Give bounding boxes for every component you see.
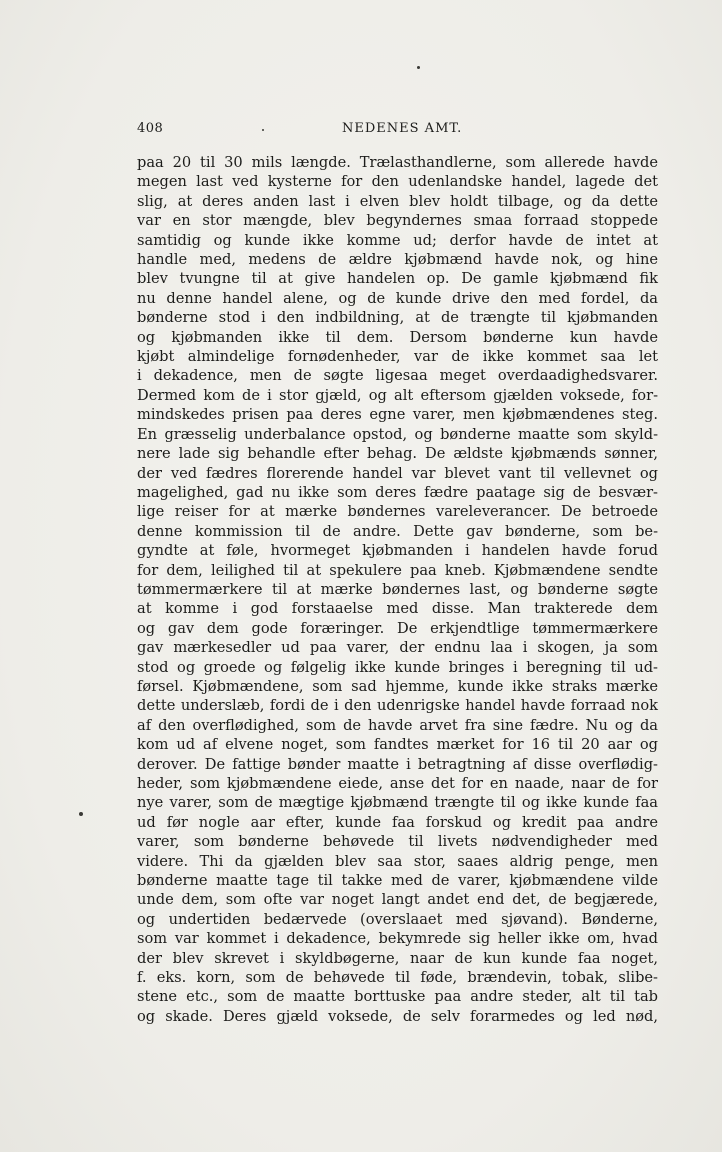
text-line: stod og groede og følgelig ikke kunde bringes i beregning til ud- xyxy=(137,658,658,676)
text-line: Dermed kom de i stor gjæld, og alt eftersom gjælden voksede, for- xyxy=(137,386,658,404)
text-line: dette underslæb, fordi de i den udenrigske handel havde forraad nok xyxy=(137,697,658,715)
text-line: nu denne handel alene, og de kunde drive den med fordel, da xyxy=(137,289,658,307)
text-line: førsel. Kjøbmændene, som sad hjemme, kunde ikke straks mærke xyxy=(137,677,658,695)
text-line: samtidig og kunde ikke komme ud; derfor havde de intet at xyxy=(137,231,658,249)
text-line: for dem, leilighed til at spekulere paa kneb. Kjøbmændene sendte xyxy=(137,561,658,579)
text-line: derover. De fattige bønder maatte i betragtning af disse overflødig- xyxy=(137,755,658,773)
text-line: der ved fædres florerende handel var blevet vant til vellevnet og xyxy=(137,464,658,482)
text-line: megen last ved kysterne for den udenlandske handel, lagede det xyxy=(137,173,658,191)
ink-speck-margin xyxy=(79,812,83,816)
text-line: i dekadence, men de søgte ligesaa meget overdaadighedsvarer. xyxy=(137,367,658,385)
text-line: var en stor mængde, blev begyndernes smaa forraad stoppede xyxy=(137,212,658,230)
text-line: videre. Thi da gjælden blev saa stor, saaes aldrig penge, men xyxy=(137,852,658,870)
text-line: og kjøbmanden ikke til dem. Dersom bønderne kun havde xyxy=(137,328,658,346)
text-line: unde dem, som ofte var noget langt andet end det, de begjærede, xyxy=(137,891,658,909)
text-line: af den overflødighed, som de havde arvet fra sine fædre. Nu og da xyxy=(137,716,658,734)
text-line: blev tvungne til at give handelen op. De gamle kjøbmænd fik xyxy=(137,270,658,288)
text-line: at komme i god forstaaelse med disse. Man trakterede dem xyxy=(137,600,658,618)
text-line: som var kommet i dekadence, bekymrede sig heller ikke om, hvad xyxy=(137,930,658,948)
body-text xyxy=(137,153,658,1026)
text-line: En græsselig underbalance opstod, og bønderne maatte som skyld- xyxy=(137,425,658,443)
text-line: nere lade sig behandle efter behag. De ældste kjøbmænds sønner, xyxy=(137,445,658,463)
page-number: 408 xyxy=(137,121,164,136)
page-header xyxy=(137,121,657,139)
text-line: stene etc., som de maatte borttuske paa andre steder, alt til tab xyxy=(137,988,658,1006)
text-line: heder, som kjøbmændene eiede, anse det for en naade, naar de for xyxy=(137,775,658,792)
text-line: bønderne stod i den indbildning, at de trængte til kjøbmanden xyxy=(137,309,658,327)
text-line: og gav dem gode foræringer. De erkjendtlige tømmermærkere xyxy=(137,619,658,637)
text-line: slig, at deres anden last i elven blev holdt tilbage, og da dette xyxy=(137,192,658,210)
text-line: lige reiser for at mærke bøndernes vareleverancer. De betroede xyxy=(137,503,658,521)
text-line: og skade. Deres gjæld voksede, de selv forarmedes og led nød, xyxy=(137,1007,658,1025)
text-line: paa 20 til 30 mils længde. Trælasthandlerne, som allerede havde xyxy=(137,154,658,171)
text-line: tømmermærkere til at mærke bøndernes last, og bønderne søgte xyxy=(137,580,658,598)
text-line: mindskedes prisen paa deres egne varer, men kjøbmændenes steg. xyxy=(137,406,658,424)
text-line: handle med, medens de ældre kjøbmænd havde nok, og hine xyxy=(137,251,658,269)
running-title: NEDENES AMT. xyxy=(342,121,463,136)
text-line: bønderne maatte tage til takke med de varer, kjøbmændene vilde xyxy=(137,872,658,890)
text-line: varer, som bønderne behøvede til livets nødvendigheder med xyxy=(137,833,658,851)
text-line: gav mærkesedler ud paa varer, der endnu laa i skogen, ja som xyxy=(137,639,658,657)
text-line: gyndte at føle, hvormeget kjøbmanden i handelen havde forud xyxy=(137,542,658,560)
text-line: denne kommission til de andre. Dette gav bønderne, som be- xyxy=(137,522,658,540)
text-line: nye varer, som de mægtige kjøbmænd trængte til og ikke kunde faa xyxy=(137,794,658,812)
text-line: der blev skrevet i skyldbøgerne, naar de kun kunde faa noget, xyxy=(137,949,658,967)
ink-speck-top xyxy=(417,66,420,69)
text-line: og undertiden bedærvede (overslaaet med sjøvand). Bønderne, xyxy=(137,910,658,928)
text-line: kjøbt almindelige fornødenheder, var de ikke kommet saa let xyxy=(137,348,658,366)
text-line: magelighed, gad nu ikke som deres fædre paatage sig de besvær- xyxy=(137,483,658,501)
text-line: ud før nogle aar efter, kunde faa forskud og kredit paa andre xyxy=(137,813,658,831)
text-line: f. eks. korn, som de behøvede til føde, brændevin, tobak, slibe- xyxy=(137,969,658,987)
text-line: kom ud af elvene noget, som fandtes mærket for 16 til 20 aar og xyxy=(137,736,658,754)
